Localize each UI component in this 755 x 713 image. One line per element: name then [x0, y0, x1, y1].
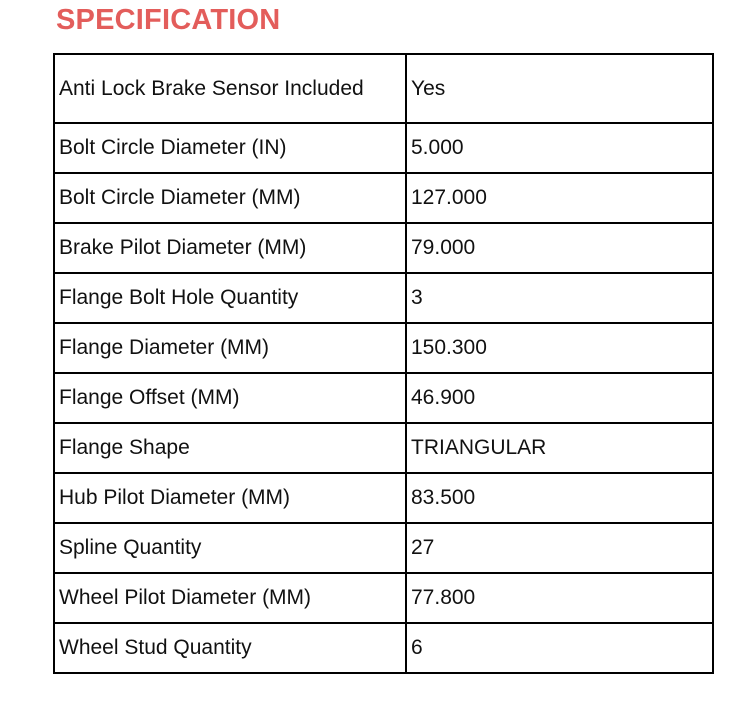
spec-label: Hub Pilot Diameter (MM) [54, 473, 406, 523]
spec-value: 46.900 [406, 373, 713, 423]
spec-label: Wheel Stud Quantity [54, 623, 406, 673]
spec-label: Spline Quantity [54, 523, 406, 573]
specification-table [53, 53, 714, 674]
spec-value: 127.000 [406, 173, 713, 223]
spec-value: 27 [406, 523, 713, 573]
spec-label: Flange Diameter (MM) [54, 323, 406, 373]
table-row [54, 123, 713, 173]
table-row [54, 373, 713, 423]
table-row [54, 623, 713, 673]
table-row [54, 323, 713, 373]
spec-label: Flange Bolt Hole Quantity [54, 273, 406, 323]
table-row [54, 273, 713, 323]
spec-label: Brake Pilot Diameter (MM) [54, 223, 406, 273]
spec-label: Bolt Circle Diameter (IN) [54, 123, 406, 173]
spec-label: Flange Offset (MM) [54, 373, 406, 423]
spec-value: 79.000 [406, 223, 713, 273]
spec-label: Wheel Pilot Diameter (MM) [54, 573, 406, 623]
spec-value: 83.500 [406, 473, 713, 523]
spec-value: 150.300 [406, 323, 713, 373]
spec-value: 3 [406, 273, 713, 323]
table-row [54, 54, 713, 123]
table-row [54, 473, 713, 523]
spec-label: Flange Shape [54, 423, 406, 473]
table-row [54, 173, 713, 223]
table-row [54, 223, 713, 273]
spec-label: Anti Lock Brake Sensor Included [54, 54, 406, 123]
table-row [54, 573, 713, 623]
table-row [54, 523, 713, 573]
spec-value: 77.800 [406, 573, 713, 623]
page-title: SPECIFICATION [56, 4, 281, 36]
spec-value: TRIANGULAR [406, 423, 713, 473]
spec-value: 6 [406, 623, 713, 673]
spec-label: Bolt Circle Diameter (MM) [54, 173, 406, 223]
table-row [54, 423, 713, 473]
spec-value: Yes [406, 54, 713, 123]
spec-value: 5.000 [406, 123, 713, 173]
